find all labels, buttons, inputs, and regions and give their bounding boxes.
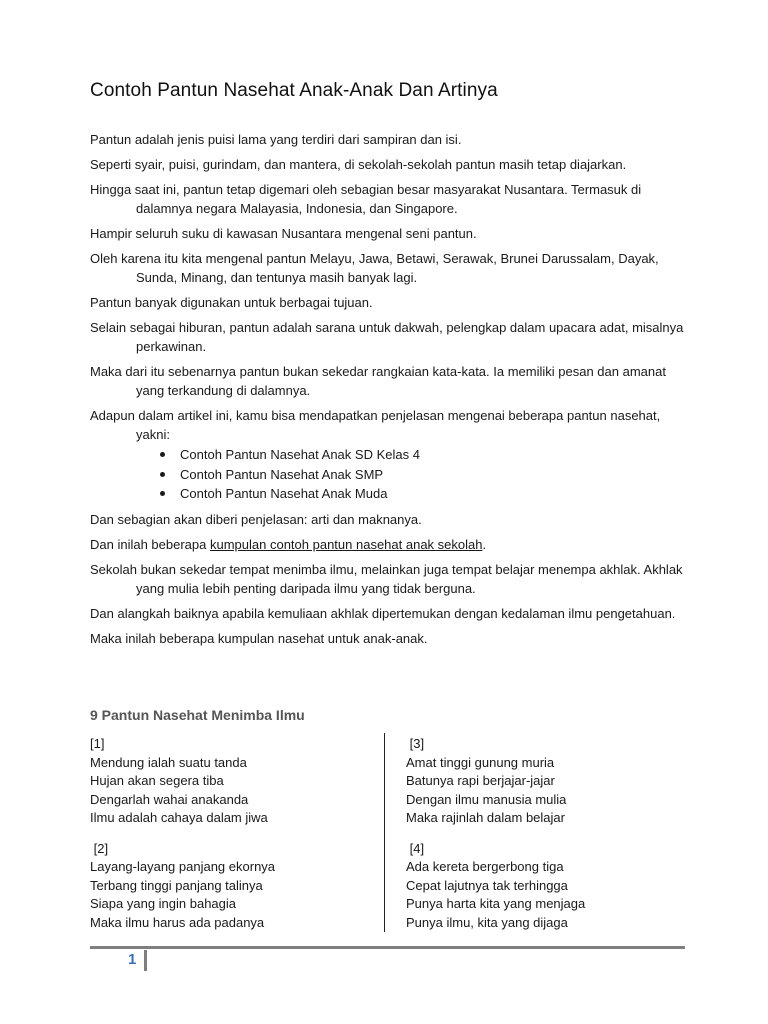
paragraph: Pantun adalah jenis puisi lama yang terdiri dari sampiran dan isi. xyxy=(90,132,462,147)
paragraph-with-link xyxy=(90,535,690,554)
verse-line: Dengarlah wahai anakanda xyxy=(90,791,249,807)
page-number-divider xyxy=(144,950,147,971)
link-prefix-text: Dan inilah beberapa xyxy=(90,536,210,552)
verse-line: Punya ilmu, kita yang dijaga xyxy=(406,914,568,930)
list-item xyxy=(160,445,690,465)
pantun-column-left xyxy=(90,735,350,944)
link-suffix-text: . xyxy=(482,536,487,552)
paragraph: Selain sebagai hiburan, pantun adalah sarana untuk dakwah, pelengkap dalam upacara adat, misalnya perkawinan. xyxy=(90,320,684,354)
verse-number: [1] xyxy=(90,736,105,751)
verse-line: Ada kereta bergerbong tiga xyxy=(406,859,564,874)
verse-line: Terbang tinggi panjang talinya xyxy=(90,877,263,893)
footer-rule xyxy=(90,946,685,949)
verse-line: Cepat lajutnya tak terhingga xyxy=(406,877,568,893)
bullet-list xyxy=(90,445,690,504)
paragraph: Pantun banyak digunakan untuk berbagai tujuan. xyxy=(90,295,373,310)
verse-line: Hujan akan segera tiba xyxy=(90,773,224,788)
pantun-verse xyxy=(90,840,350,933)
section-title: 9 Pantun Nasehat Menimba Ilmu xyxy=(90,707,305,723)
verse-line: Amat tinggi gunung muria xyxy=(406,754,555,770)
pantun-verse xyxy=(406,735,666,828)
paragraph: Maka dari itu sebenarnya pantun bukan sekedar rangkaian kata-kata. Ia memiliki pesan dan amanat yang terkandung di dalamnya. xyxy=(90,364,666,398)
paragraph: Hingga saat ini, pantun tetap digemari oleh sebagian besar masyarakat Nusantara. Termasuk di dalamnya negara Malayasia, Indonesia, dan Singapore. xyxy=(90,182,642,216)
verse-line: Mendung ialah suatu tanda xyxy=(90,754,247,770)
paragraph: Dan sebagian akan diberi penjelasan: arti dan maknanya. xyxy=(90,511,422,527)
paragraph: Seperti syair, puisi, gurindam, dan mantera, di sekolah-sekolah pantun masih tetap diajarkan. xyxy=(90,157,627,172)
verse-line: Punya harta kita yang menjaga xyxy=(406,896,586,911)
list-item-text: Contoh Pantun Nasehat Anak SMP xyxy=(180,466,384,482)
paragraph: Dan alangkah baiknya apabila kemuliaan akhlak dipertemukan dengan kedalaman ilmu pengetahuan. xyxy=(90,605,676,621)
verse-line: Layang-layang panjang ekornya xyxy=(90,859,276,874)
document-body xyxy=(90,130,690,654)
verse-number: [2] xyxy=(90,840,109,856)
verse-line: Maka ilmu harus ada padanya xyxy=(90,914,265,930)
pantun-column-right xyxy=(406,735,666,944)
pantun-verse xyxy=(406,840,666,933)
verse-number: [3] xyxy=(406,736,425,751)
paragraph: Adapun dalam artikel ini, kamu bisa mendapatkan penjelasan mengenai beberapa pantun nasehat, yakni: xyxy=(90,408,661,442)
verse-line: Siapa yang ingin bahagia xyxy=(90,896,237,911)
list-item xyxy=(160,484,690,504)
verse-line: Maka rajinlah dalam belajar xyxy=(406,810,565,825)
paragraph: Sekolah bukan sekedar tempat menimba ilmu, melainkan juga tempat belajar menempa akhlak. Akhlak yang mulia lebih penting daripada ilmu yang tidak berguna. xyxy=(90,561,683,596)
bullet-icon xyxy=(160,452,165,457)
document-title: Contoh Pantun Nasehat Anak-Anak Dan Artinya xyxy=(90,80,498,101)
paragraph: Oleh karena itu kita mengenal pantun Melayu, Jawa, Betawi, Serawak, Brunei Darussalam, Dayak, Sunda, Minang, dan tentunya masih banyak lagi. xyxy=(90,251,659,285)
verse-line: Batunya rapi berjajar-jajar xyxy=(406,773,555,788)
list-item-text: Contoh Pantun Nasehat Anak SD Kelas 4 xyxy=(180,447,420,462)
pantun-grid xyxy=(90,735,610,935)
article-link[interactable]: kumpulan contoh pantun nasehat anak sekolah xyxy=(209,536,483,552)
paragraph: Maka inilah beberapa kumpulan nasehat untuk anak-anak. xyxy=(90,630,428,646)
list-item xyxy=(160,465,690,485)
bullet-icon xyxy=(160,491,165,496)
verse-line: Ilmu adalah cahaya dalam jiwa xyxy=(90,810,268,825)
page-number: 1 xyxy=(128,951,137,968)
bullet-icon xyxy=(160,472,165,477)
list-item-text: Contoh Pantun Nasehat Anak Muda xyxy=(180,486,388,501)
pantun-verse xyxy=(90,735,350,828)
paragraph: Hampir seluruh suku di kawasan Nusantara mengenal seni pantun. xyxy=(90,226,477,241)
verse-number: [4] xyxy=(406,840,425,856)
verse-line: Dengan ilmu manusia mulia xyxy=(406,791,567,807)
column-divider xyxy=(384,733,385,932)
